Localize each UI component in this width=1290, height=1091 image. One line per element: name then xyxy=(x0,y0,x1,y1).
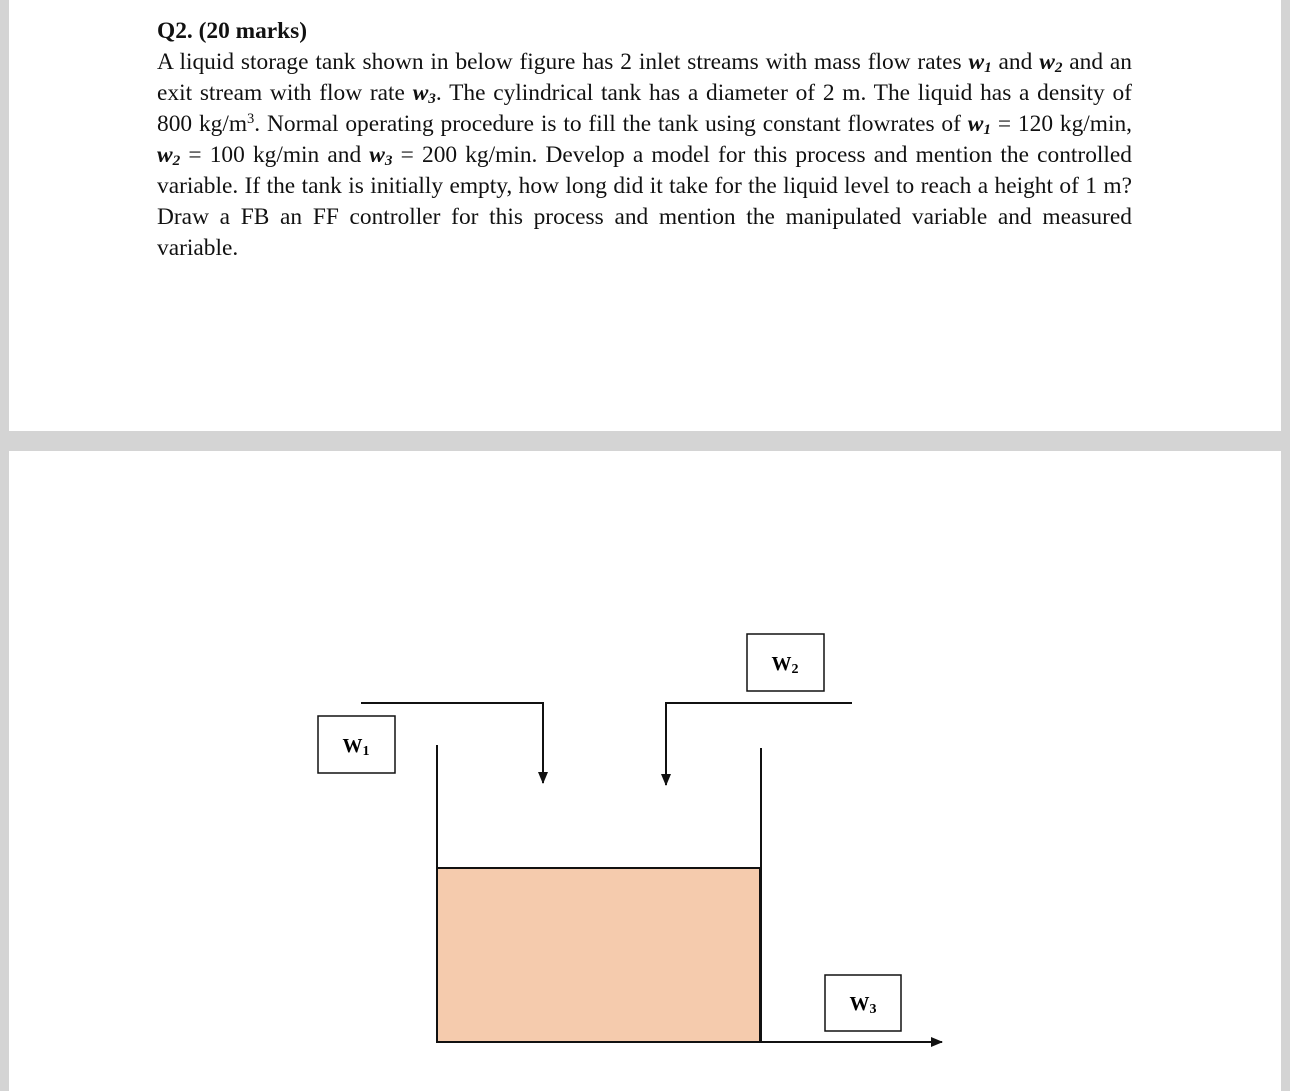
question-text-part: A liquid storage tank shown in below figure has 2 inlet streams with mass flow rates xyxy=(157,49,969,75)
variable-w1: $w_1$ xyxy=(968,49,992,77)
variable-w2: $w_2$ xyxy=(1039,49,1063,77)
question-text-part: . The cylindrical tank has a diameter of 2 m. The liquid has a density of 800 kg/m xyxy=(157,80,1132,137)
superscript-cubed: 3 xyxy=(247,111,255,128)
question-heading: Q2. (20 marks) xyxy=(157,18,308,44)
variable-w1: $w_1$ xyxy=(967,111,991,139)
label-box-w1 xyxy=(318,716,395,773)
liquid-level xyxy=(437,868,760,1042)
question-text-part: and an exit stream with flow rate xyxy=(157,49,1133,106)
label-w3: W3 xyxy=(849,993,877,1017)
question-text-part: . Normal operating procedure is to fill the tank using constant flowrates of xyxy=(254,111,968,137)
variable-w2: $w_2$ xyxy=(157,142,181,170)
label-box-w2 xyxy=(747,634,824,691)
label-w1: W1 xyxy=(342,735,370,759)
variable-w3: $w_3$ xyxy=(369,142,393,170)
question-text-part: = 120 kg/min, xyxy=(991,111,1133,137)
inlet-stream-w2-pipe xyxy=(666,703,852,785)
question-text-part: = 200 kg/min. Develop a model for this process and mention the controlled variable. If the tank is initially empty, how long did it take for the liquid level to reach a height of 1 m? Draw a FB an FF controller for this process and mention the manipulated variable and measured variable. xyxy=(157,142,1132,261)
label-box-w3 xyxy=(825,975,901,1031)
question-text-part: and xyxy=(991,49,1040,75)
question-text-part: = 100 kg/min and xyxy=(180,142,370,168)
label-w2: W2 xyxy=(771,653,799,677)
variable-w3: $w_3$ xyxy=(412,80,436,108)
